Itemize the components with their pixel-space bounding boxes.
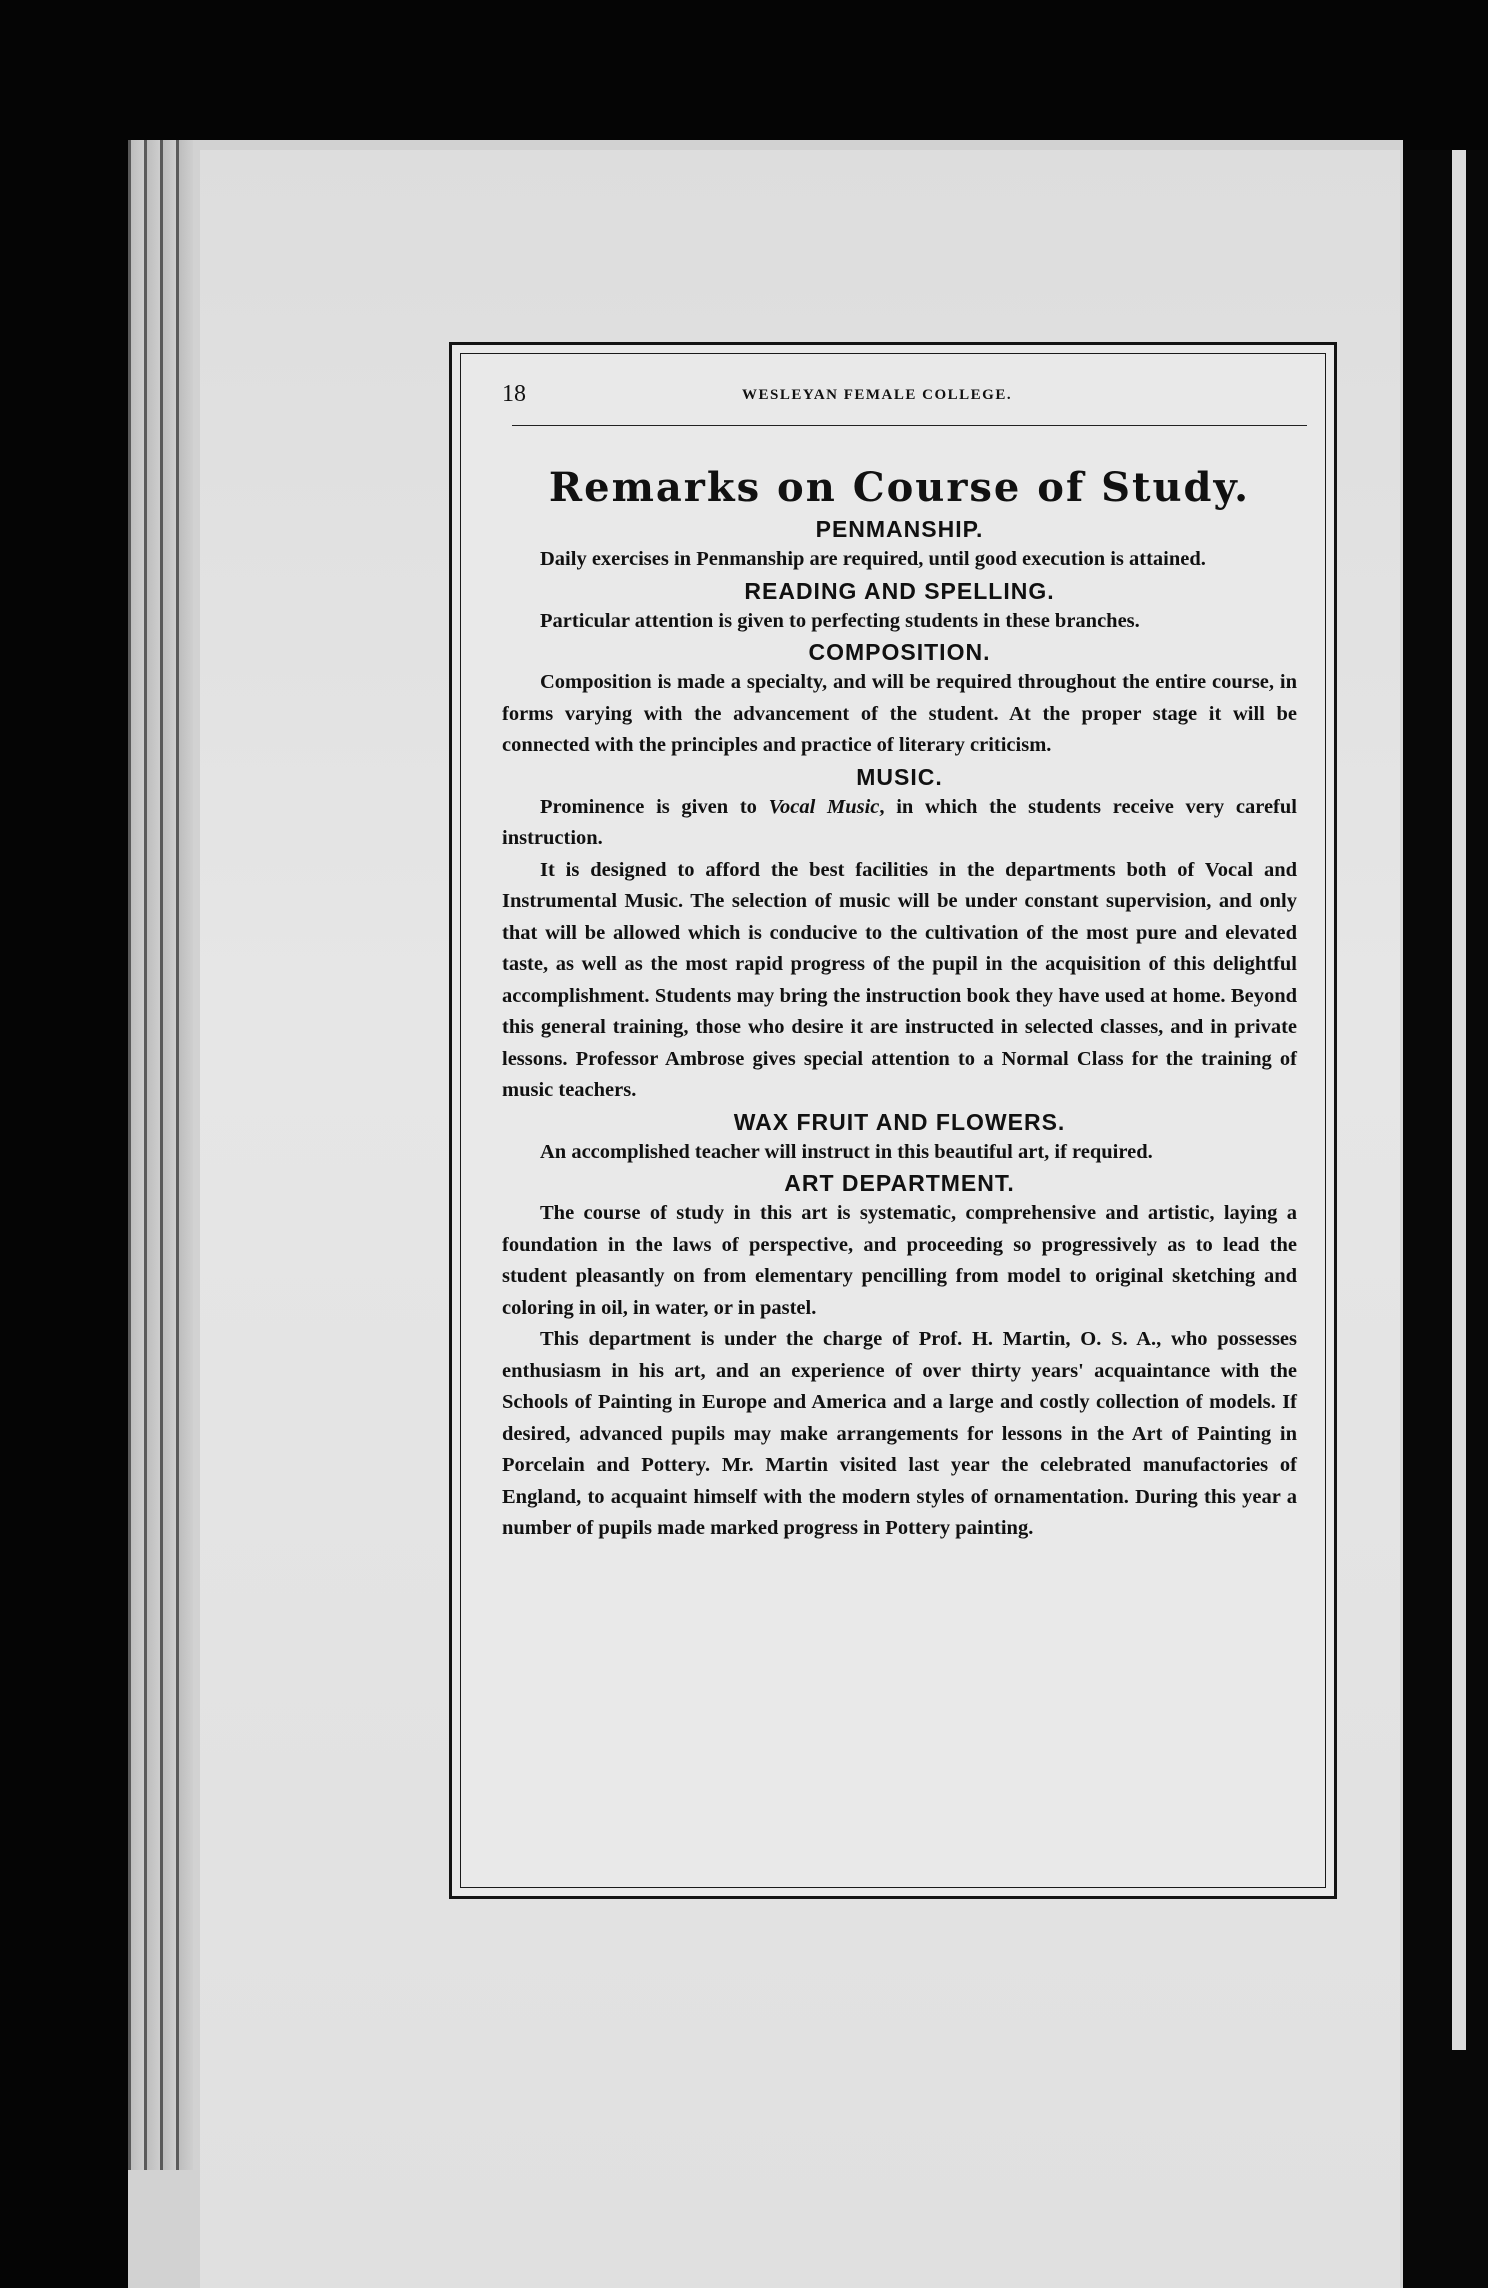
emphasized-text: Vocal Music [768, 795, 880, 818]
paragraph [502, 792, 1297, 855]
page-title: Remarks on Course of Study. [548, 464, 1251, 511]
paragraph: It is designed to afford the best facilities in the departments both of Vocal and Instrumental Music. The selection of music will be under constant supervision, and only that will be allowed which is conducive to the cultivation of the most pure and elevated taste, as well as the most rapid progress of the pupil in the acquisition of this delightful accomplishment. Students may bring the instruction book they have used at home. Beyond this general training, those who desire it are instructed in selected classes, and in private lessons. Professor Ambrose gives special attention to a Normal Class for the training of music teachers. [502, 858, 1297, 1101]
paragraph-text: Prominence is given to [540, 795, 769, 818]
section-heading: ART DEPARTMENT. [784, 1170, 1015, 1196]
paragraph: Composition is made a specialty, and will be required throughout the entire course, in forms varying with the advancement of the student. At the proper stage it will be connected with the principles and practice of literary criticism. [502, 671, 1297, 756]
page-number: 18 [502, 381, 526, 407]
running-title: WESLEYAN FEMALE COLLEGE. [742, 387, 1013, 403]
section-heading: WAX FRUIT AND FLOWERS. [733, 1108, 1066, 1135]
paragraph: Daily exercises in Penmanship are required, until good execution is attained. [540, 548, 1206, 570]
gutter-shadow [1410, 150, 1488, 2288]
paragraph: The course of study in this art is systematic, comprehensive and artistic, laying a foundation in the laws of perspective, and proceeding so progressively as to lead the student pleasantly on from elementary pencilling from model to original sketching and coloring in oil, in water, or in pastel. [502, 1202, 1297, 1319]
text-frame [449, 342, 1337, 1899]
page-edge [128, 140, 145, 2170]
running-head [502, 381, 1297, 415]
section-heading: PENMANSHIP. [815, 516, 984, 542]
page-edge [176, 140, 193, 2170]
sections [502, 514, 1297, 1545]
section-heading: MUSIC. [856, 763, 943, 790]
paragraph-text: , in which the students receive very careful instruction. [502, 795, 1297, 849]
page-content [502, 381, 1297, 1545]
section-heading: COMPOSITION. [808, 639, 991, 665]
paragraph: Particular attention is given to perfecting students in these branches. [540, 609, 1140, 632]
head-rule [512, 425, 1307, 426]
page-edge [160, 140, 177, 2170]
paragraph: An accomplished teacher will instruct in this beautiful art, if required. [540, 1140, 1153, 1163]
section-heading: READING AND SPELLING. [744, 577, 1055, 604]
page-edge [144, 140, 161, 2170]
paragraph: This department is under the charge of Prof. H. Martin, O. S. A., who possesses enthusiasm in his art, and an experience of over thirty years' acquaintance with the Schools of Painting in Europe and America and a large and costly collection of models. If desired, advanced pupils may make arrangements for lessons in the Art of Painting in Porcelain and Pottery. Mr. Martin visited last year the celebrated manufactories of England, to acquaint himself with the modern styles of ornamentation. During this year a number of pupils made marked progress in Pottery painting. [502, 1328, 1297, 1539]
facing-page-edge [1452, 150, 1466, 2050]
